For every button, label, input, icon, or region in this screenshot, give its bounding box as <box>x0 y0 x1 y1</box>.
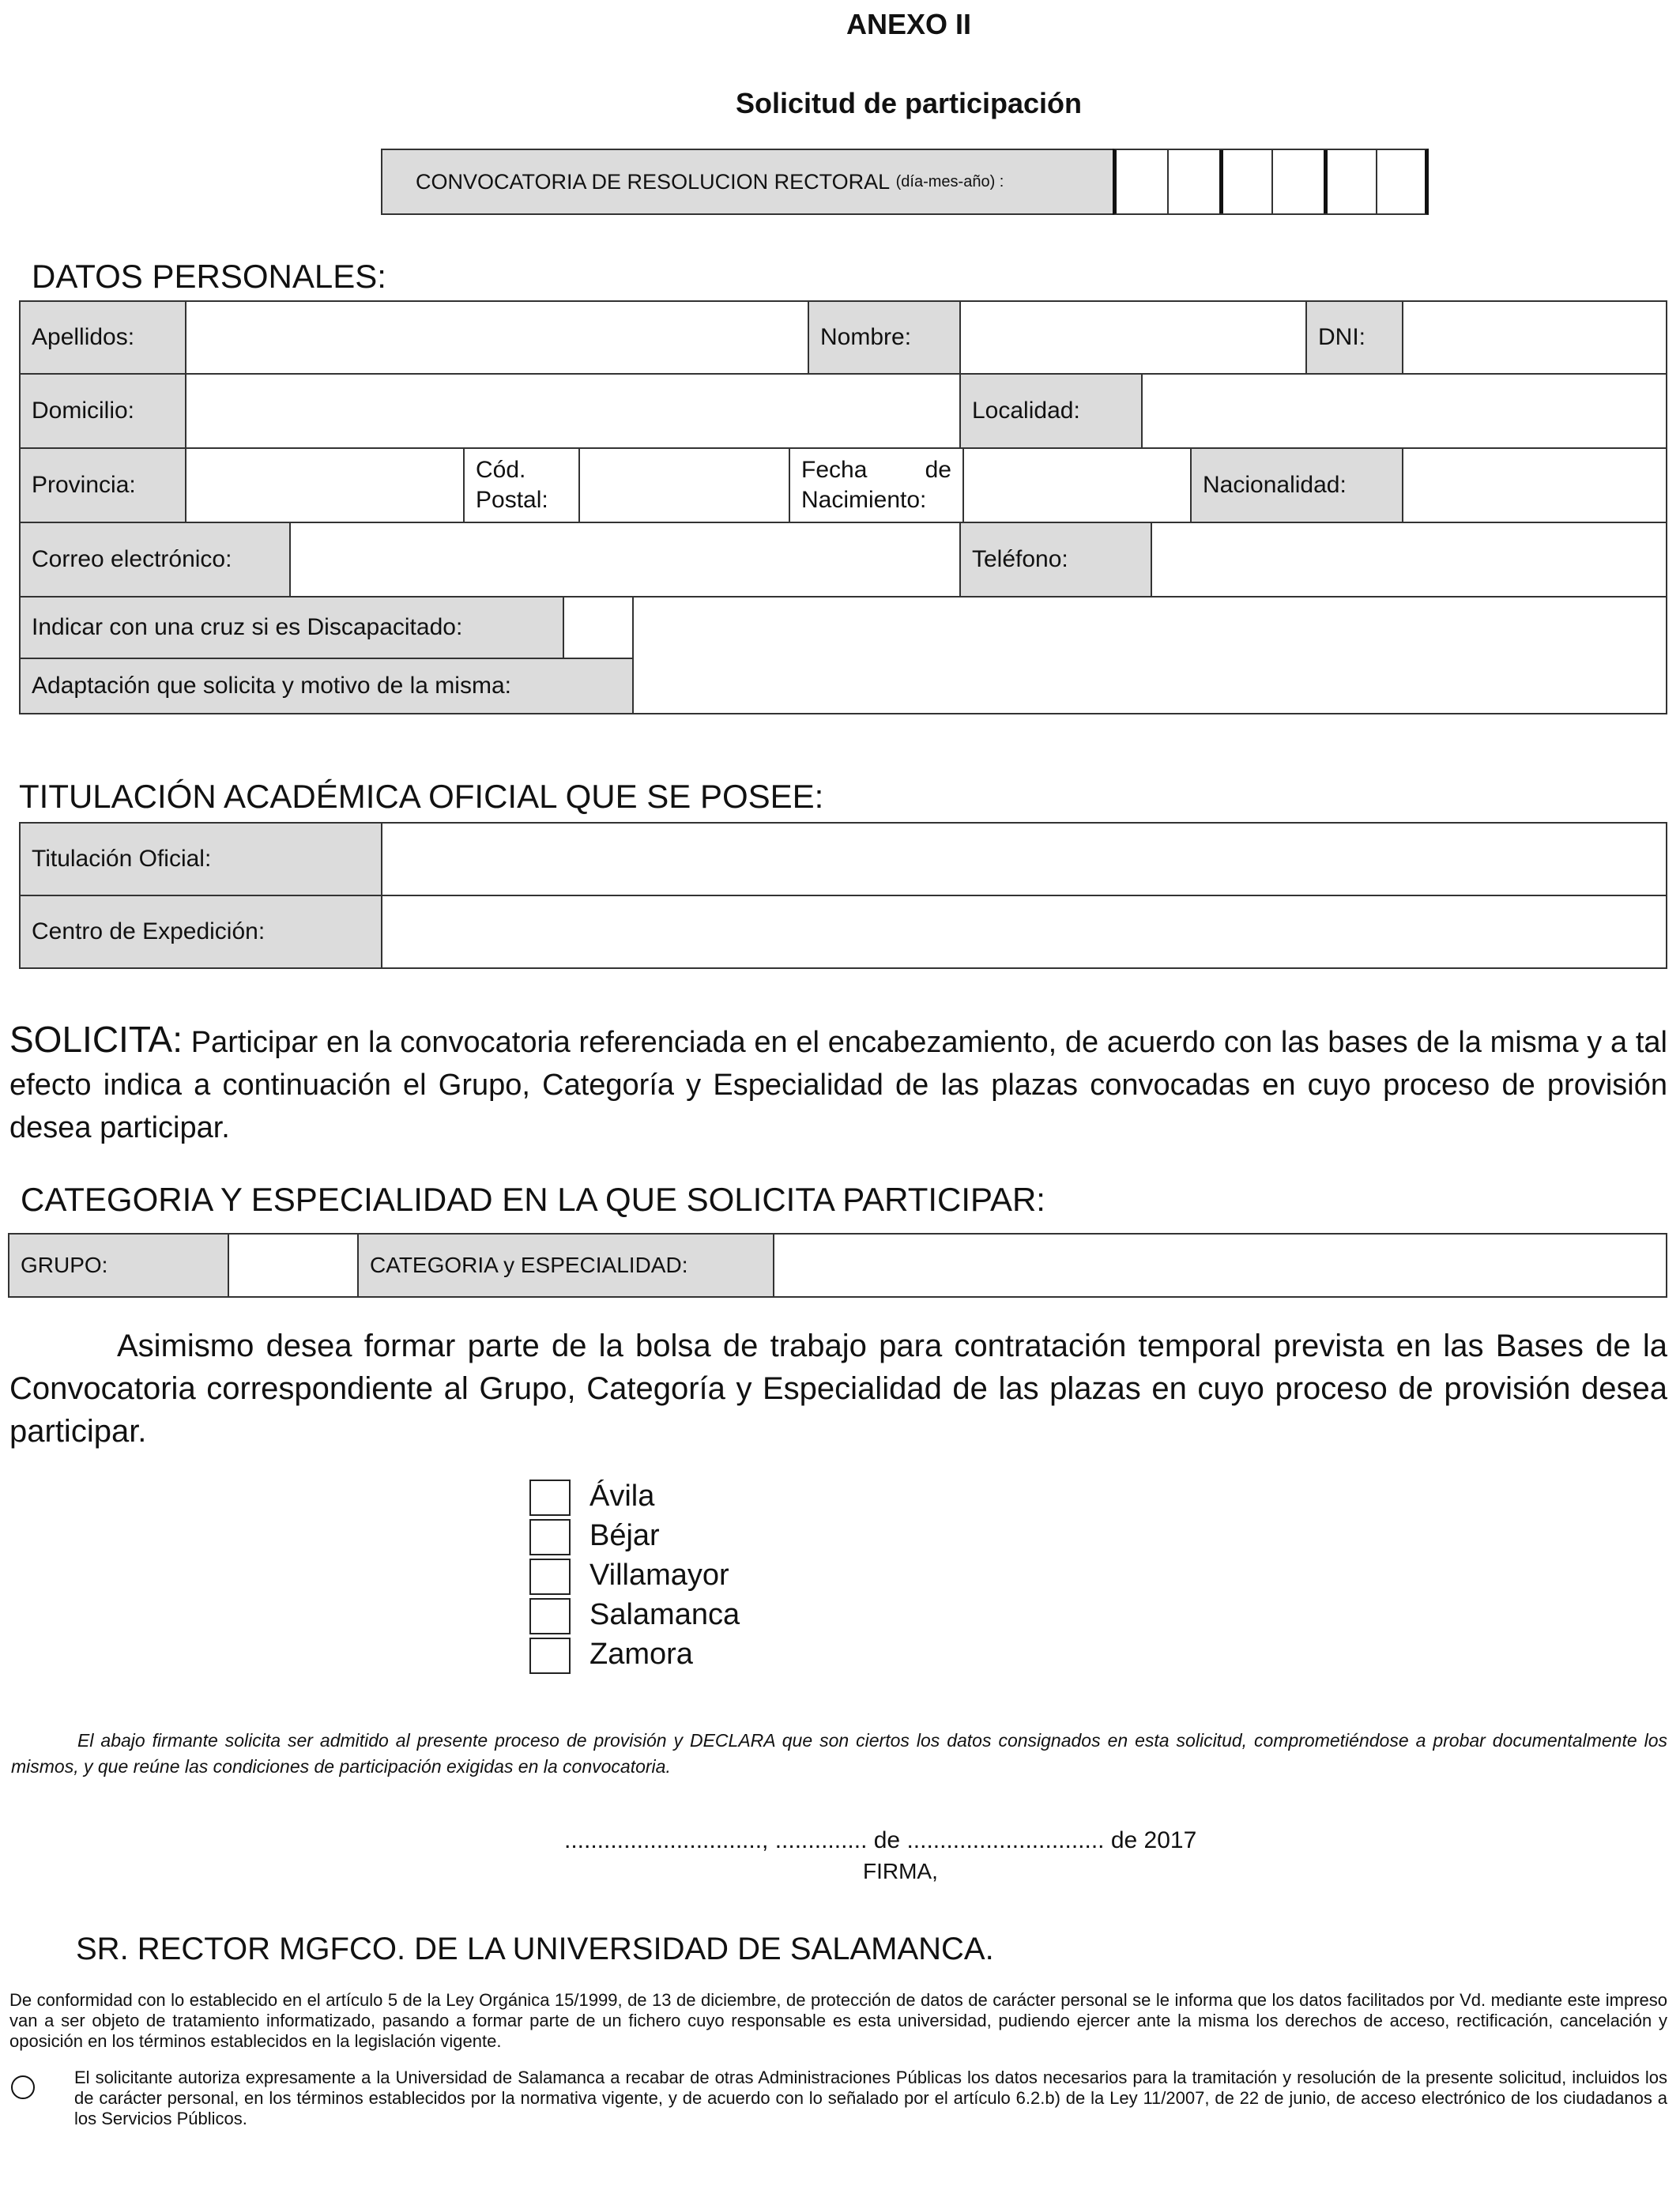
cat-esp-field[interactable] <box>773 1233 1667 1298</box>
solicita-text: Participar en la convocatoria referenciada en el encabezamiento, de acuerdo con las bases de la misma y a tal efecto indica a continuación el Grupo, Categoría y Especialidad de las plazas convocadas en cuyo proceso de provisión desea participar. <box>9 1026 1667 1144</box>
authorization-radio[interactable] <box>11 2075 35 2099</box>
grupo-field[interactable] <box>228 1233 359 1298</box>
grupo-label: GRUPO: <box>8 1233 229 1298</box>
categoria-heading: CATEGORIA Y ESPECIALIDAD EN LA QUE SOLICITA PARTICIPAR: <box>21 1181 1045 1218</box>
domicilio-label: Domicilio: <box>19 373 186 449</box>
form-title: Solicitud de participación <box>735 87 1083 119</box>
cat-esp-label: CATEGORIA y ESPECIALIDAD: <box>357 1233 774 1298</box>
titulacion-heading: TITULACIÓN ACADÉMICA OFICIAL QUE SE POSEE: <box>19 778 824 815</box>
cod-postal-field[interactable] <box>578 447 790 523</box>
convocatoria-hint: (día-mes-año) : <box>895 172 1004 190</box>
date-box-divider <box>1271 150 1273 213</box>
convocatoria-text: CONVOCATORIA DE RESOLUCION RECTORAL <box>416 169 891 194</box>
provincia-label: Provincia: <box>19 447 186 523</box>
centro-expedicion-label: Centro de Expedición: <box>19 895 382 969</box>
localidad-label: Localidad: <box>959 373 1143 449</box>
discapacitado-label: Indicar con una cruz si es Discapacitado: <box>19 596 564 659</box>
date-box-divider <box>1376 150 1377 213</box>
nacionalidad-label: Nacionalidad: <box>1190 447 1403 523</box>
salamanca-checkbox[interactable] <box>529 1598 571 1634</box>
avila-label: Ávila <box>590 1480 655 1513</box>
nacionalidad-field[interactable] <box>1402 447 1667 523</box>
nombre-field[interactable] <box>959 300 1307 375</box>
date-box-divider <box>1167 150 1169 213</box>
villamayor-checkbox[interactable] <box>529 1559 571 1595</box>
titulacion-oficial-label: Titulación Oficial: <box>19 822 382 896</box>
apellidos-field[interactable] <box>185 300 809 375</box>
cod-postal-label: Cód. Postal: <box>463 447 580 523</box>
avila-checkbox[interactable] <box>529 1480 571 1516</box>
adaptacion-field[interactable] <box>632 596 1667 714</box>
fecha-nacimiento-label <box>789 447 964 523</box>
nombre-label: Nombre: <box>808 300 961 375</box>
bejar-label: Béjar <box>590 1519 660 1552</box>
discapacitado-checkbox[interactable] <box>563 596 634 659</box>
firma-label: FIRMA, <box>863 1859 938 1883</box>
zamora-label: Zamora <box>590 1638 693 1671</box>
declaration-text: El abajo firmante solicita ser admitido al presente proceso de provisión y DECLARA que son ciertos los datos consignados en esta solicitud, comprometiéndose a probar documentalmente los mismos, y que reúne las condiciones de participación exigidas en la convocatoria. <box>11 1730 1667 1777</box>
fecha-nacimiento-text: Fecha de Nacimiento: <box>801 457 951 513</box>
centro-expedicion-field[interactable] <box>381 895 1667 969</box>
authorization-text: El solicitante autoriza expresamente a la Universidad de Salamanca a recabar de otras Administraciones Públicas los datos necesarios para la tramitación y resolución de la presente solicitud, incluidos los de carácter personal, en los términos establecidos por la normativa vigente, y de acuerdo con lo señalado por el artículo 6.2.b) de la Ley 11/2007, de 22 de junio, de acceso electrónico de los ciudadanos a los Servicios Públicos. <box>74 2068 1667 2128</box>
titulacion-oficial-field[interactable] <box>381 822 1667 896</box>
telefono-field[interactable] <box>1151 522 1667 598</box>
fecha-nacimiento-field[interactable] <box>962 447 1192 523</box>
solicita-label: SOLICITA: <box>9 1019 183 1060</box>
date-box-divider <box>1324 150 1328 213</box>
adaptacion-label: Adaptación que solicita y motivo de la misma: <box>19 658 634 714</box>
correo-field[interactable] <box>289 522 961 598</box>
apellidos-label: Apellidos: <box>19 300 186 375</box>
zamora-checkbox[interactable] <box>529 1638 571 1674</box>
convocatoria-date-boxes[interactable] <box>1113 149 1429 215</box>
dni-field[interactable] <box>1402 300 1667 375</box>
localidad-field[interactable] <box>1141 373 1667 449</box>
salamanca-label: Salamanca <box>590 1598 740 1631</box>
villamayor-label: Villamayor <box>590 1559 729 1592</box>
telefono-label: Teléfono: <box>959 522 1152 598</box>
convocatoria-label <box>381 149 1116 215</box>
addressee: SR. RECTOR MGFCO. DE LA UNIVERSIDAD DE SALAMANCA. <box>76 1932 994 1966</box>
domicilio-field[interactable] <box>185 373 961 449</box>
date-box-divider <box>1219 150 1223 213</box>
annex-title: ANEXO II <box>846 8 972 40</box>
solicita-paragraph <box>9 1018 1667 1149</box>
date-line[interactable]: .............................., .............. de .............................. de 2017 <box>564 1827 1197 1853</box>
correo-label: Correo electrónico: <box>19 522 291 598</box>
bejar-checkbox[interactable] <box>529 1519 571 1555</box>
bolsa-paragraph: Asimismo desea formar parte de la bolsa de trabajo para contratación temporal prevista en las Bases de la Convocatoria correspondiente al Grupo, Categoría y Especialidad de las plazas en cuyo proceso de provisión desea participar. <box>9 1329 1667 1449</box>
dni-label: DNI: <box>1305 300 1403 375</box>
privacy-text: De conformidad con lo establecido en el artículo 5 de la Ley Orgánica 15/1999, de 13 de diciembre, de protección de datos de carácter personal se le informa que los datos facilitados por Vd. mediante este impreso van a ser objeto de tratamiento informatizado, pasando a formar parte de un fichero cuyo responsable es esta universidad, pudiendo ejercer ante la misma los derechos de acceso, rectificación, cancelación y oposición en los términos establecidos en la legislación vigente. <box>9 1990 1667 2051</box>
provincia-field[interactable] <box>185 447 465 523</box>
personal-heading: DATOS PERSONALES: <box>32 258 386 295</box>
